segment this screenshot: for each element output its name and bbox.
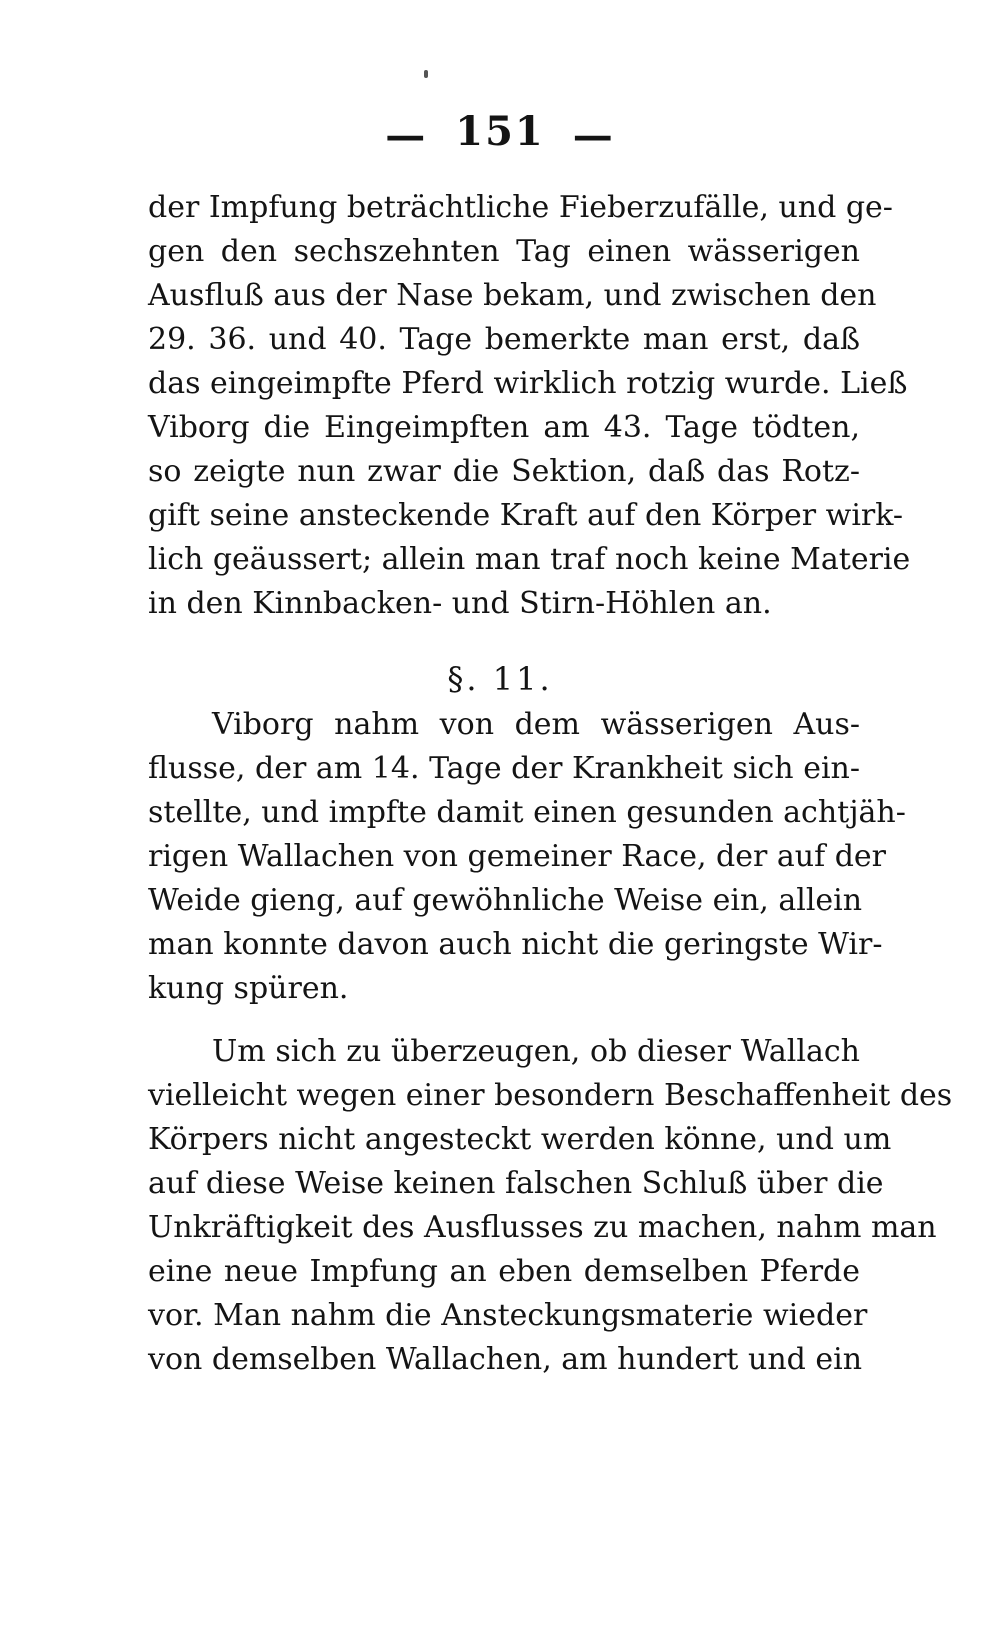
paragraph-1 [148,186,911,626]
text-line: von demselben Wallachen, am hundert und ein [148,1342,863,1377]
text-line: Körpers nicht angesteckt werden könne, und um [148,1122,892,1157]
text-line: 29. 36. und 40. Tage bemerkte man erst, daß [148,322,860,357]
text-line: gen den sechszehnten Tag einen wässerigen [148,234,860,269]
ink-speck [424,70,428,78]
page-number: 151 [455,108,545,155]
page-header [0,108,1000,159]
text-line: rigen Wallachen von gemeiner Race, der auf der [148,839,887,874]
text-line: flusse, der am 14. Tage der Krankheit sich ein- [148,751,860,786]
text-line: lich geäussert; allein man traf noch keine Materie [148,542,911,577]
text-line: auf diese Weise keinen falschen Schluß über die [148,1166,884,1201]
text-line: vor. Man nahm die Ansteckungsmaterie wieder [148,1298,868,1333]
text-line: stellte, und impfte damit einen gesunden achtjäh- [148,795,906,830]
text-line: Viborg die Eingeimpften am 43. Tage tödten, [148,410,860,445]
text-line: vielleicht wegen einer besondern Beschaffenheit des [148,1078,953,1113]
paragraph-2 [148,703,906,1011]
header-dash-left: — [385,111,428,159]
text-line: eine neue Impfung an eben demselben Pferde [148,1254,860,1289]
text-line: der Impfung beträchtliche Fieberzufälle, und ge- [148,190,893,225]
text-line: kung spüren. [148,971,349,1006]
text-line: Weide gieng, auf gewöhnliche Weise ein, allein [148,883,863,918]
text-line: Viborg nahm von dem wässerigen Aus- [212,707,860,742]
text-line: Um sich zu überzeugen, ob dieser Wallach [212,1034,860,1069]
text-line: das eingeimpfte Pferd wirklich rotzig wurde. Ließ [148,366,908,401]
text-line: man konnte davon auch nicht die geringste Wir- [148,927,883,962]
text-line: in den Kinnbacken- und Stirn-Höhlen an. [148,586,772,621]
text-line: so zeigte nun zwar die Sektion, daß das Rotz- [148,454,860,489]
header-dash-right: — [572,111,615,159]
text-line: gift seine ansteckende Kraft auf den Körper wirk- [148,498,904,533]
paragraph-3 [148,1030,953,1382]
section-heading: §. 11. [447,660,553,698]
text-line: Ausfluß aus der Nase bekam, und zwischen den [148,278,877,313]
text-line: Unkräftigkeit des Ausflusses zu machen, nahm man [148,1210,937,1245]
